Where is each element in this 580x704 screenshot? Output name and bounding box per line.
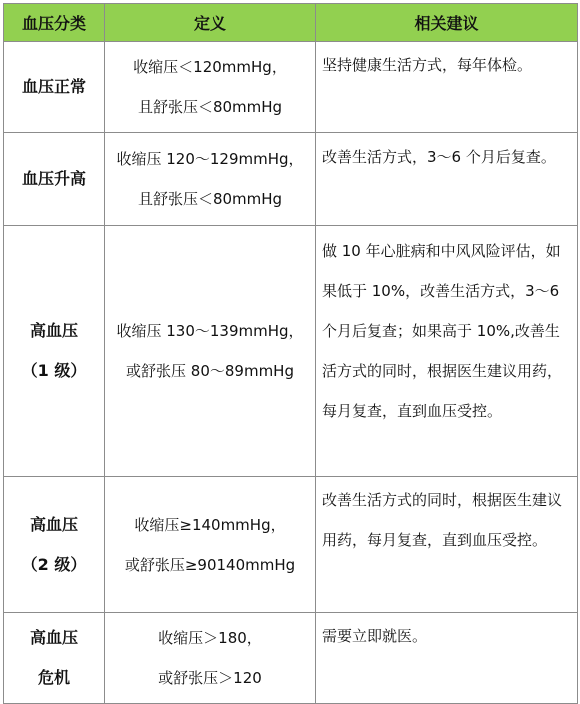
table-row: [4, 477, 578, 613]
table-row: [4, 613, 578, 704]
definition-cell: [105, 133, 316, 226]
category-text: 高血压: [29, 321, 78, 340]
bp-classification-table: [3, 3, 578, 704]
definition-line-1: 收缩压 130～139mmHg，: [116, 322, 304, 340]
advice-cell: 改善生活方式，3～6 个月后复查。: [316, 133, 578, 226]
definition-cell: [105, 42, 316, 133]
definition-line-1: 收缩压＞180，: [158, 629, 262, 647]
category-text: 高血压: [29, 628, 78, 647]
advice-cell: 做 10 年心脏病和中风风险评估，如果低于 10%，改善生活方式，3～6 个月后复查；如果高于 10%,改善生活方式的同时，根据医生建议用药，每月复查，直到血压受控。: [316, 226, 578, 477]
definition-cell: [105, 226, 316, 477]
definition-line-2: 或舒张压＞120: [158, 669, 262, 687]
bp-classification-table-wrapper: [3, 3, 578, 704]
table-row: [4, 42, 578, 133]
definition-cell: [105, 477, 316, 613]
advice-cell: 需要立即就医。: [316, 613, 578, 704]
advice-cell: 坚持健康生活方式，每年体检。: [316, 42, 578, 133]
header-advice: 相关建议: [316, 4, 578, 42]
category-cell: [4, 477, 105, 613]
definition-line-1: 收缩压 120～129mmHg，: [116, 150, 304, 168]
category-cell: [4, 613, 105, 704]
definition-line-2: 或舒张压 80～89mmHg: [126, 362, 294, 380]
definition-line-2: 或舒张压≥90140mmHg: [124, 555, 296, 574]
category-subtext: （2 级）: [21, 554, 87, 574]
table-row: [4, 133, 578, 226]
definition-line-2: 且舒张压＜80mmHg: [137, 190, 283, 208]
definition-cell: [105, 613, 316, 704]
category-subtext: （1 级）: [21, 361, 87, 380]
category-cell: [4, 42, 105, 133]
category-text: 血压升高: [21, 169, 86, 188]
category-text: 血压正常: [21, 77, 86, 96]
category-text: 高血压: [29, 514, 78, 534]
definition-line-1: 收缩压≥140mmHg，: [134, 515, 286, 534]
header-row: [4, 4, 578, 42]
category-subtext: 危机: [37, 668, 70, 687]
header-category: 血压分类: [4, 4, 105, 42]
category-cell: [4, 133, 105, 226]
header-definition: 定义: [105, 4, 316, 42]
definition-line-2: 且舒张压＜80mmHg: [137, 98, 283, 116]
advice-cell: 改善生活方式的同时，根据医生建议用药，每月复查，直到血压受控。: [316, 477, 578, 613]
table-row: [4, 226, 578, 477]
definition-line-1: 收缩压＜120mmHg，: [133, 58, 287, 76]
category-cell: [4, 226, 105, 477]
